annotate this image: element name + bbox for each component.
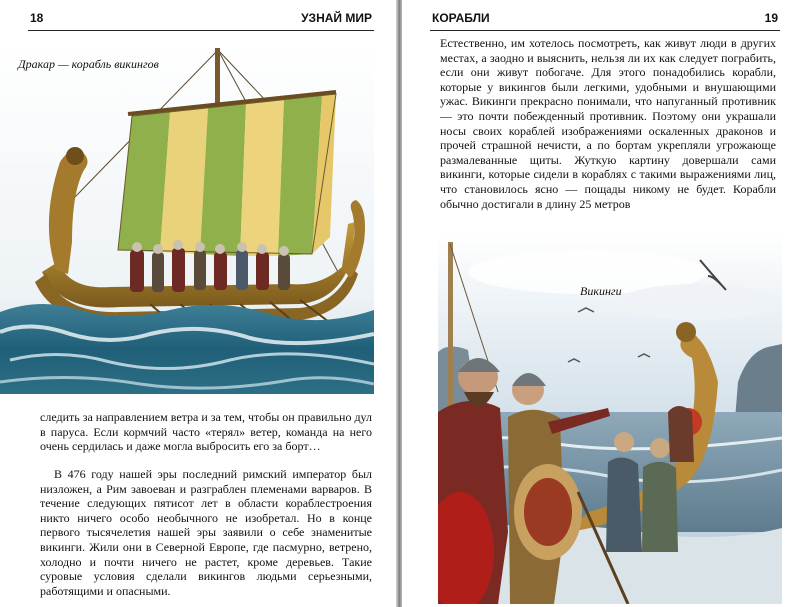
page-number: 18 bbox=[30, 11, 44, 25]
page-number: 19 bbox=[764, 11, 778, 25]
vikings-caption: Викинги bbox=[580, 284, 622, 298]
left-page bbox=[0, 0, 398, 607]
left-paragraph-2: В 476 году нашей эры последний римский император был низложен, а Рим завоеван и разграблен племенами варваров. В течение следующих пятисот лет в области кораблестроения никто ничего особо необычного не изобретал. Но в конце первого тысячелетия нашей эры заявили о себе знаменитые викинги. Жили они в Северной Европе, где пасмурно, ветрено, холодно и почти ничего не растет, кроме деревьев. Такие суровые условия сделали викингов людьми серьезными, работящими и опасными. bbox=[40, 467, 372, 598]
right-paragraph: Естественно, им хотелось посмотреть, как живут люди в других местах, а заодно и выяснить, нельзя ли их как следует пограбить, если они живут побогаче. Для этого понадобились корабли, которые у викингов были легкими, удобными и внушающими ужас. Викинги прекрасно понимали, что напуганный противник — это почти побежденный противник. Поэтому они украшали носы своих кораблей изображениями оскаленных драконов и прочей страшной нечисти, а по бортам укрепляли угрожающе размалеванные щиты. Жуткую картину довершали сами викинги, которые сидели в кораблях с такими выражениями лиц, что становилось ясно — пощады никому не будет. Корабли обычно достигали в длину 25 метров bbox=[440, 36, 776, 211]
right-page-header bbox=[402, 6, 800, 28]
vikings-illustration bbox=[438, 232, 782, 604]
drakkar-picture bbox=[0, 42, 374, 394]
running-title: КОРАБЛИ bbox=[432, 11, 490, 25]
left-paragraph-1: следить за направлением ветра и за тем, чтобы он правильно дул в паруса. Если кормчий часто «терял» ветер, команда на него очень сердилась и даже могла выбросить его за борт… bbox=[40, 410, 373, 454]
drakkar-caption: Дракар — корабль викингов bbox=[18, 57, 159, 71]
right-page bbox=[402, 0, 800, 607]
running-title: УЗНАЙ МИР bbox=[301, 11, 372, 25]
drakkar-illustration bbox=[0, 42, 374, 394]
header-rule bbox=[28, 30, 374, 31]
header-rule bbox=[430, 30, 780, 31]
left-page-header bbox=[0, 6, 398, 28]
